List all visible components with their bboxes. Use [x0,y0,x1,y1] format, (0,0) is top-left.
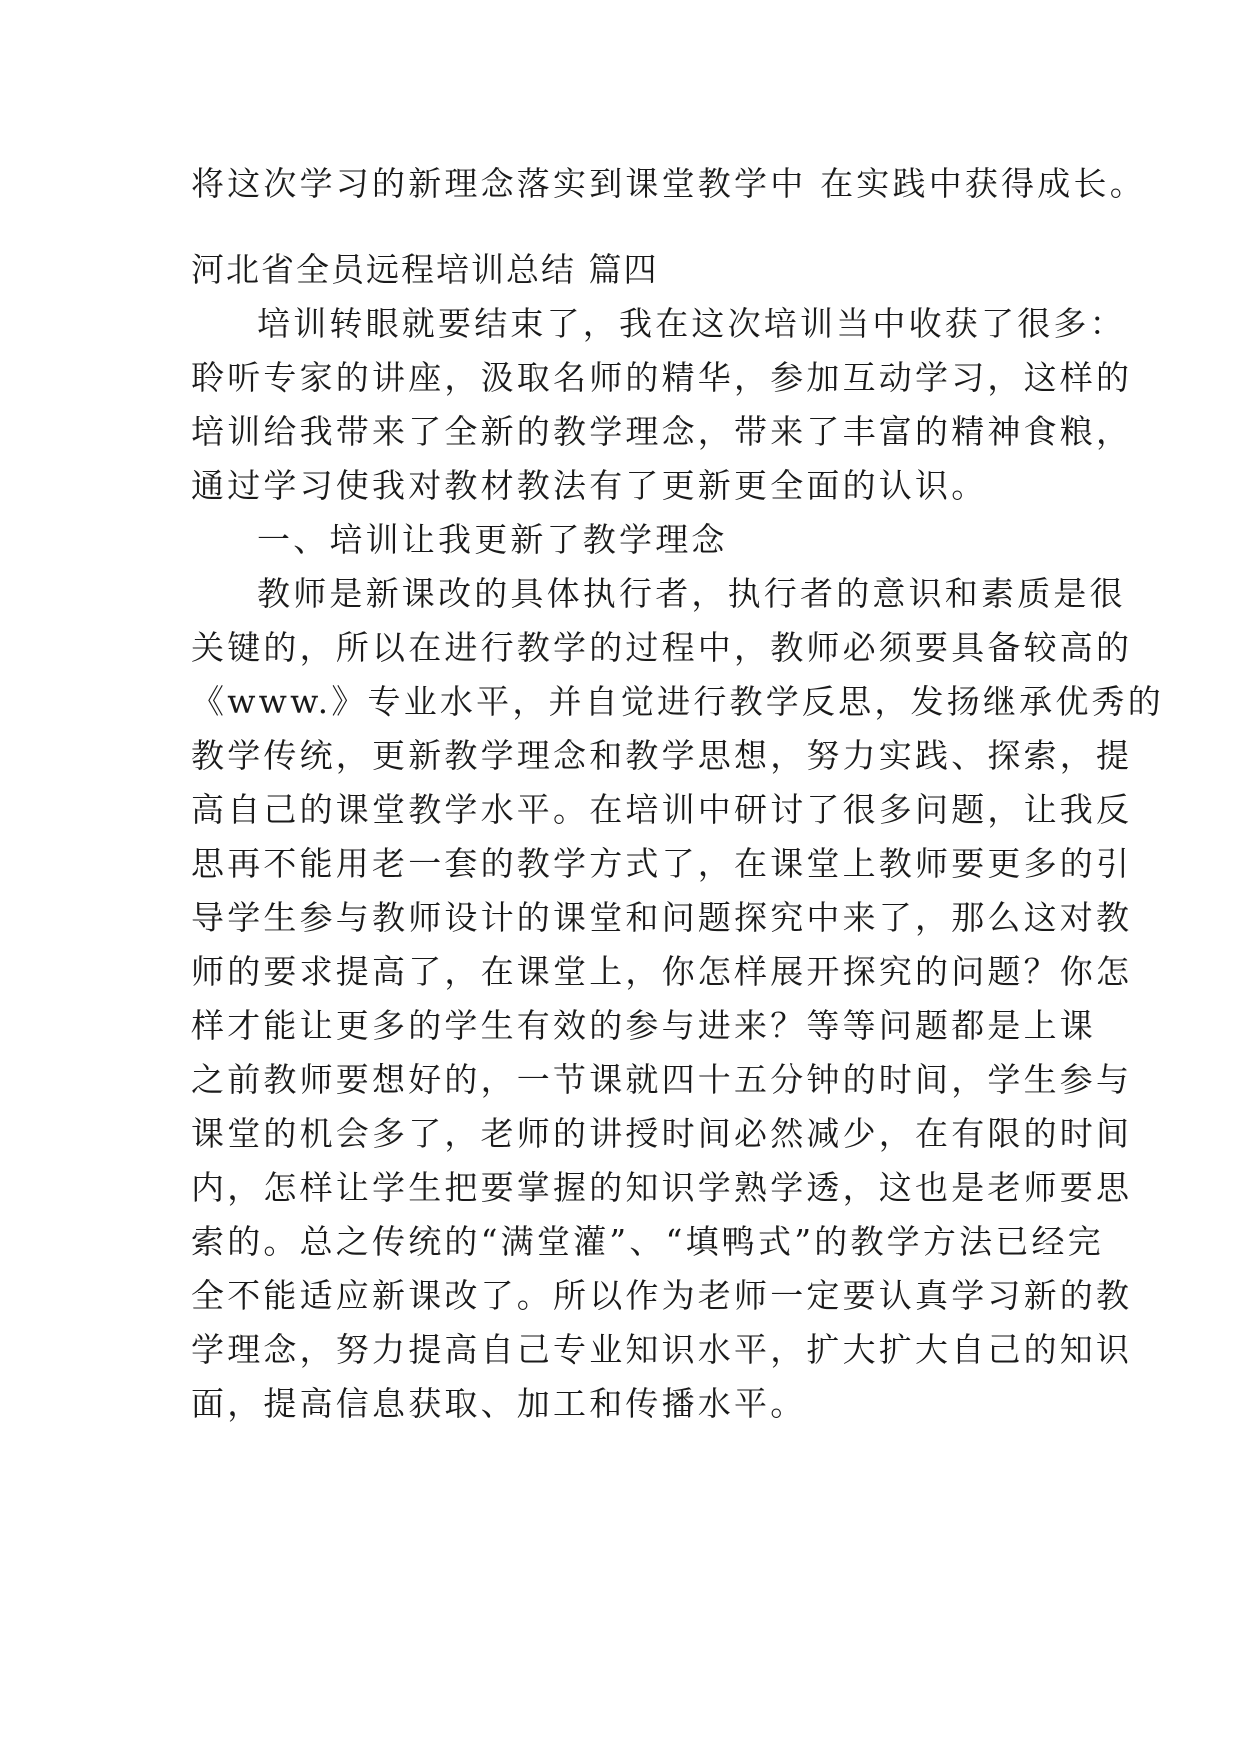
paragraph-line: 索的。总之传统的“满堂灌”、“填鸭式”的教学方法已经完 [191,1222,1104,1261]
previous-section-tail: 将这次学习的新理念落实到课堂教学中 在实践中获得成长。 [191,164,1146,203]
paragraph-line: 聆听专家的讲座，汲取名师的精华，参加互动学习，这样的 [191,358,1133,397]
paragraph-line: 关键的，所以在进行教学的过程中，教师必须要具备较高的 [191,628,1133,667]
paragraph-line: 导学生参与教师设计的课堂和问题探究中来了，那么这对教 [191,898,1133,937]
paragraph-line: 思再不能用老一套的教学方式了，在课堂上教师要更多的引 [191,844,1133,883]
paragraph-line: 面，提高信息获取、加工和传播水平。 [191,1384,807,1423]
paragraph-line: 样才能让更多的学生有效的参与进来？等等问题都是上课 [191,1006,1096,1045]
paragraph-line: 通过学习使我对教材教法有了更新更全面的认识。 [191,466,988,505]
paragraph-line: 教师是新课改的具体执行者，执行者的意识和素质是很 [257,574,1126,613]
paragraph-line: 内，怎样让学生把要掌握的知识学熟学透，这也是老师要思 [191,1168,1133,1207]
paragraph-line: 教学传统，更新教学理念和教学思想，努力实践、探索，提 [191,736,1133,775]
paragraph-line: 学理念，努力提高自己专业知识水平，扩大扩大自己的知识 [191,1330,1133,1369]
paragraph-line: 高自己的课堂教学水平。在培训中研讨了很多问题，让我反 [191,790,1133,829]
paragraph-line: 培训给我带来了全新的教学理念，带来了丰富的精神食粮， [191,412,1133,451]
paragraph-line: 之前教师要想好的，一节课就四十五分钟的时间，学生参与 [191,1060,1133,1099]
paragraph-line: 课堂的机会多了，老师的讲授时间必然减少，在有限的时间 [191,1114,1133,1153]
paragraph-line: 全不能适应新课改了。所以作为老师一定要认真学习新的教 [191,1276,1133,1315]
paragraph-line: 师的要求提高了，在课堂上，你怎样展开探究的问题？你怎 [191,952,1133,991]
subheading: 一、培训让我更新了教学理念 [257,520,728,559]
section-title: 河北省全员远程培训总结 篇四 [191,250,659,289]
paragraph-line: 培训转眼就要结束了，我在这次培训当中收获了很多： [257,304,1126,343]
paragraph-line: 《www.》专业水平，并自觉进行教学反思，发扬继承优秀的 [191,682,1164,721]
